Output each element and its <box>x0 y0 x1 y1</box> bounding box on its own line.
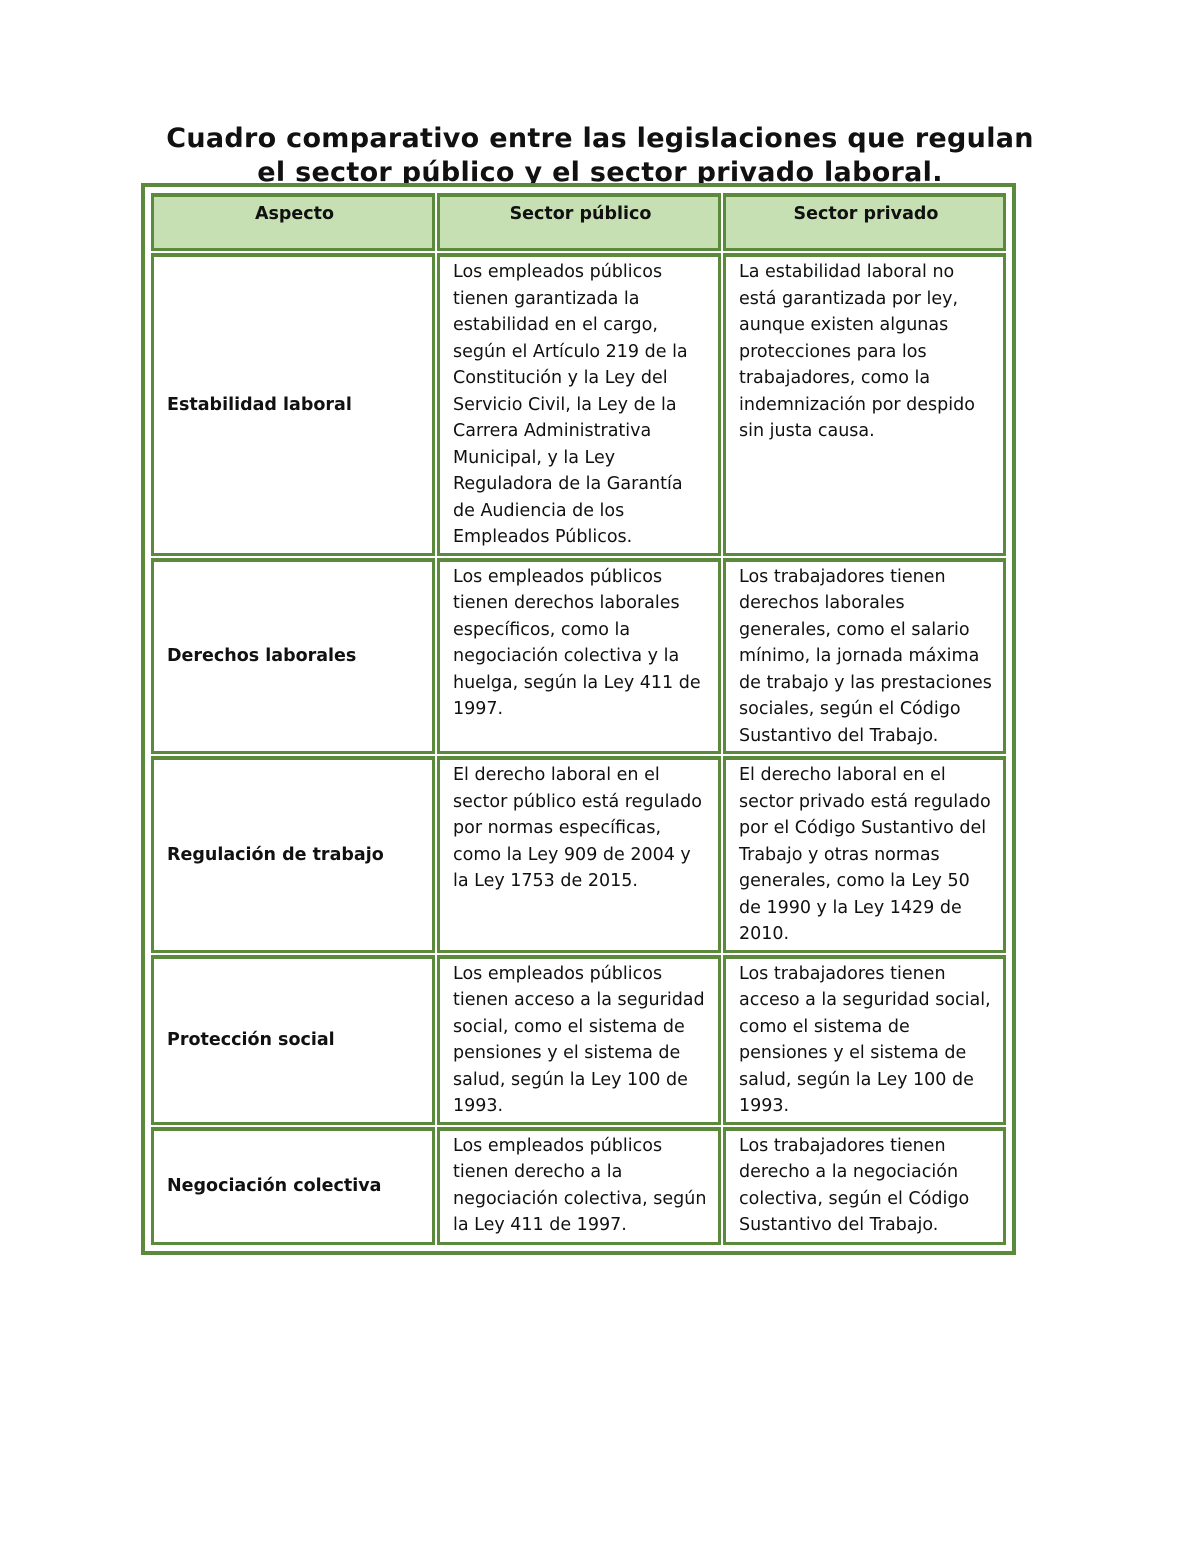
comparison-table <box>149 191 1008 1247</box>
aspect-cell: Estabilidad laboral <box>151 253 435 556</box>
public-cell: Los empleados públicos tienen derecho a la negociación colectiva, según la Ley 411 de 1997. <box>437 1127 721 1245</box>
aspect-cell: Negociación colectiva <box>151 1127 435 1245</box>
aspect-cell: Regulación de trabajo <box>151 756 435 953</box>
public-cell: Los empleados públicos tienen derechos laborales específicos, como la negociación colectiva y la huelga, según la Ley 411 de 1997. <box>437 558 721 755</box>
header-aspecto: Aspecto <box>151 193 435 251</box>
header-sector-privado: Sector privado <box>723 193 1006 251</box>
private-cell: El derecho laboral en el sector privado está regulado por el Código Sustantivo del Trabajo y otras normas generales, como la Ley 50 de 1990 y la Ley 1429 de 2010. <box>723 756 1006 953</box>
table-header-row <box>151 193 1006 251</box>
public-cell: El derecho laboral en el sector público está regulado por normas específicas, como la Ley 909 de 2004 y la Ley 1753 de 2015. <box>437 756 721 953</box>
table-row <box>151 955 1006 1125</box>
private-cell: Los trabajadores tienen derecho a la negociación colectiva, según el Código Sustantivo del Trabajo. <box>723 1127 1006 1245</box>
table-row <box>151 1127 1006 1245</box>
public-cell: Los empleados públicos tienen acceso a la seguridad social, como el sistema de pensiones y el sistema de salud, según la Ley 100 de 1993. <box>437 955 721 1125</box>
public-cell: Los empleados públicos tienen garantizada la estabilidad en el cargo, según el Artículo 219 de la Constitución y la Ley del Servicio Civil, la Ley de la Carrera Administrativa Municipal, y la Ley Reguladora de la Garantía de Audiencia de los Empleados Públicos. <box>437 253 721 556</box>
comparison-table-frame <box>141 183 1016 1255</box>
table-row <box>151 253 1006 556</box>
private-cell: La estabilidad laboral no está garantizada por ley, aunque existen algunas protecciones para los trabajadores, como la indemnización por despido sin justa causa. <box>723 253 1006 556</box>
page-title: Cuadro comparativo entre las legislaciones que regulan el sector público y el sector privado laboral. <box>166 123 1034 188</box>
private-cell: Los trabajadores tienen acceso a la seguridad social, como el sistema de pensiones y el sistema de salud, según la Ley 100 de 1993. <box>723 955 1006 1125</box>
header-sector-publico: Sector público <box>437 193 721 251</box>
aspect-cell: Protección social <box>151 955 435 1125</box>
private-cell: Los trabajadores tienen derechos laborales generales, como el salario mínimo, la jornada máxima de trabajo y las prestaciones sociales, según el Código Sustantivo del Trabajo. <box>723 558 1006 755</box>
table-row <box>151 558 1006 755</box>
aspect-cell: Derechos laborales <box>151 558 435 755</box>
table-row <box>151 756 1006 953</box>
